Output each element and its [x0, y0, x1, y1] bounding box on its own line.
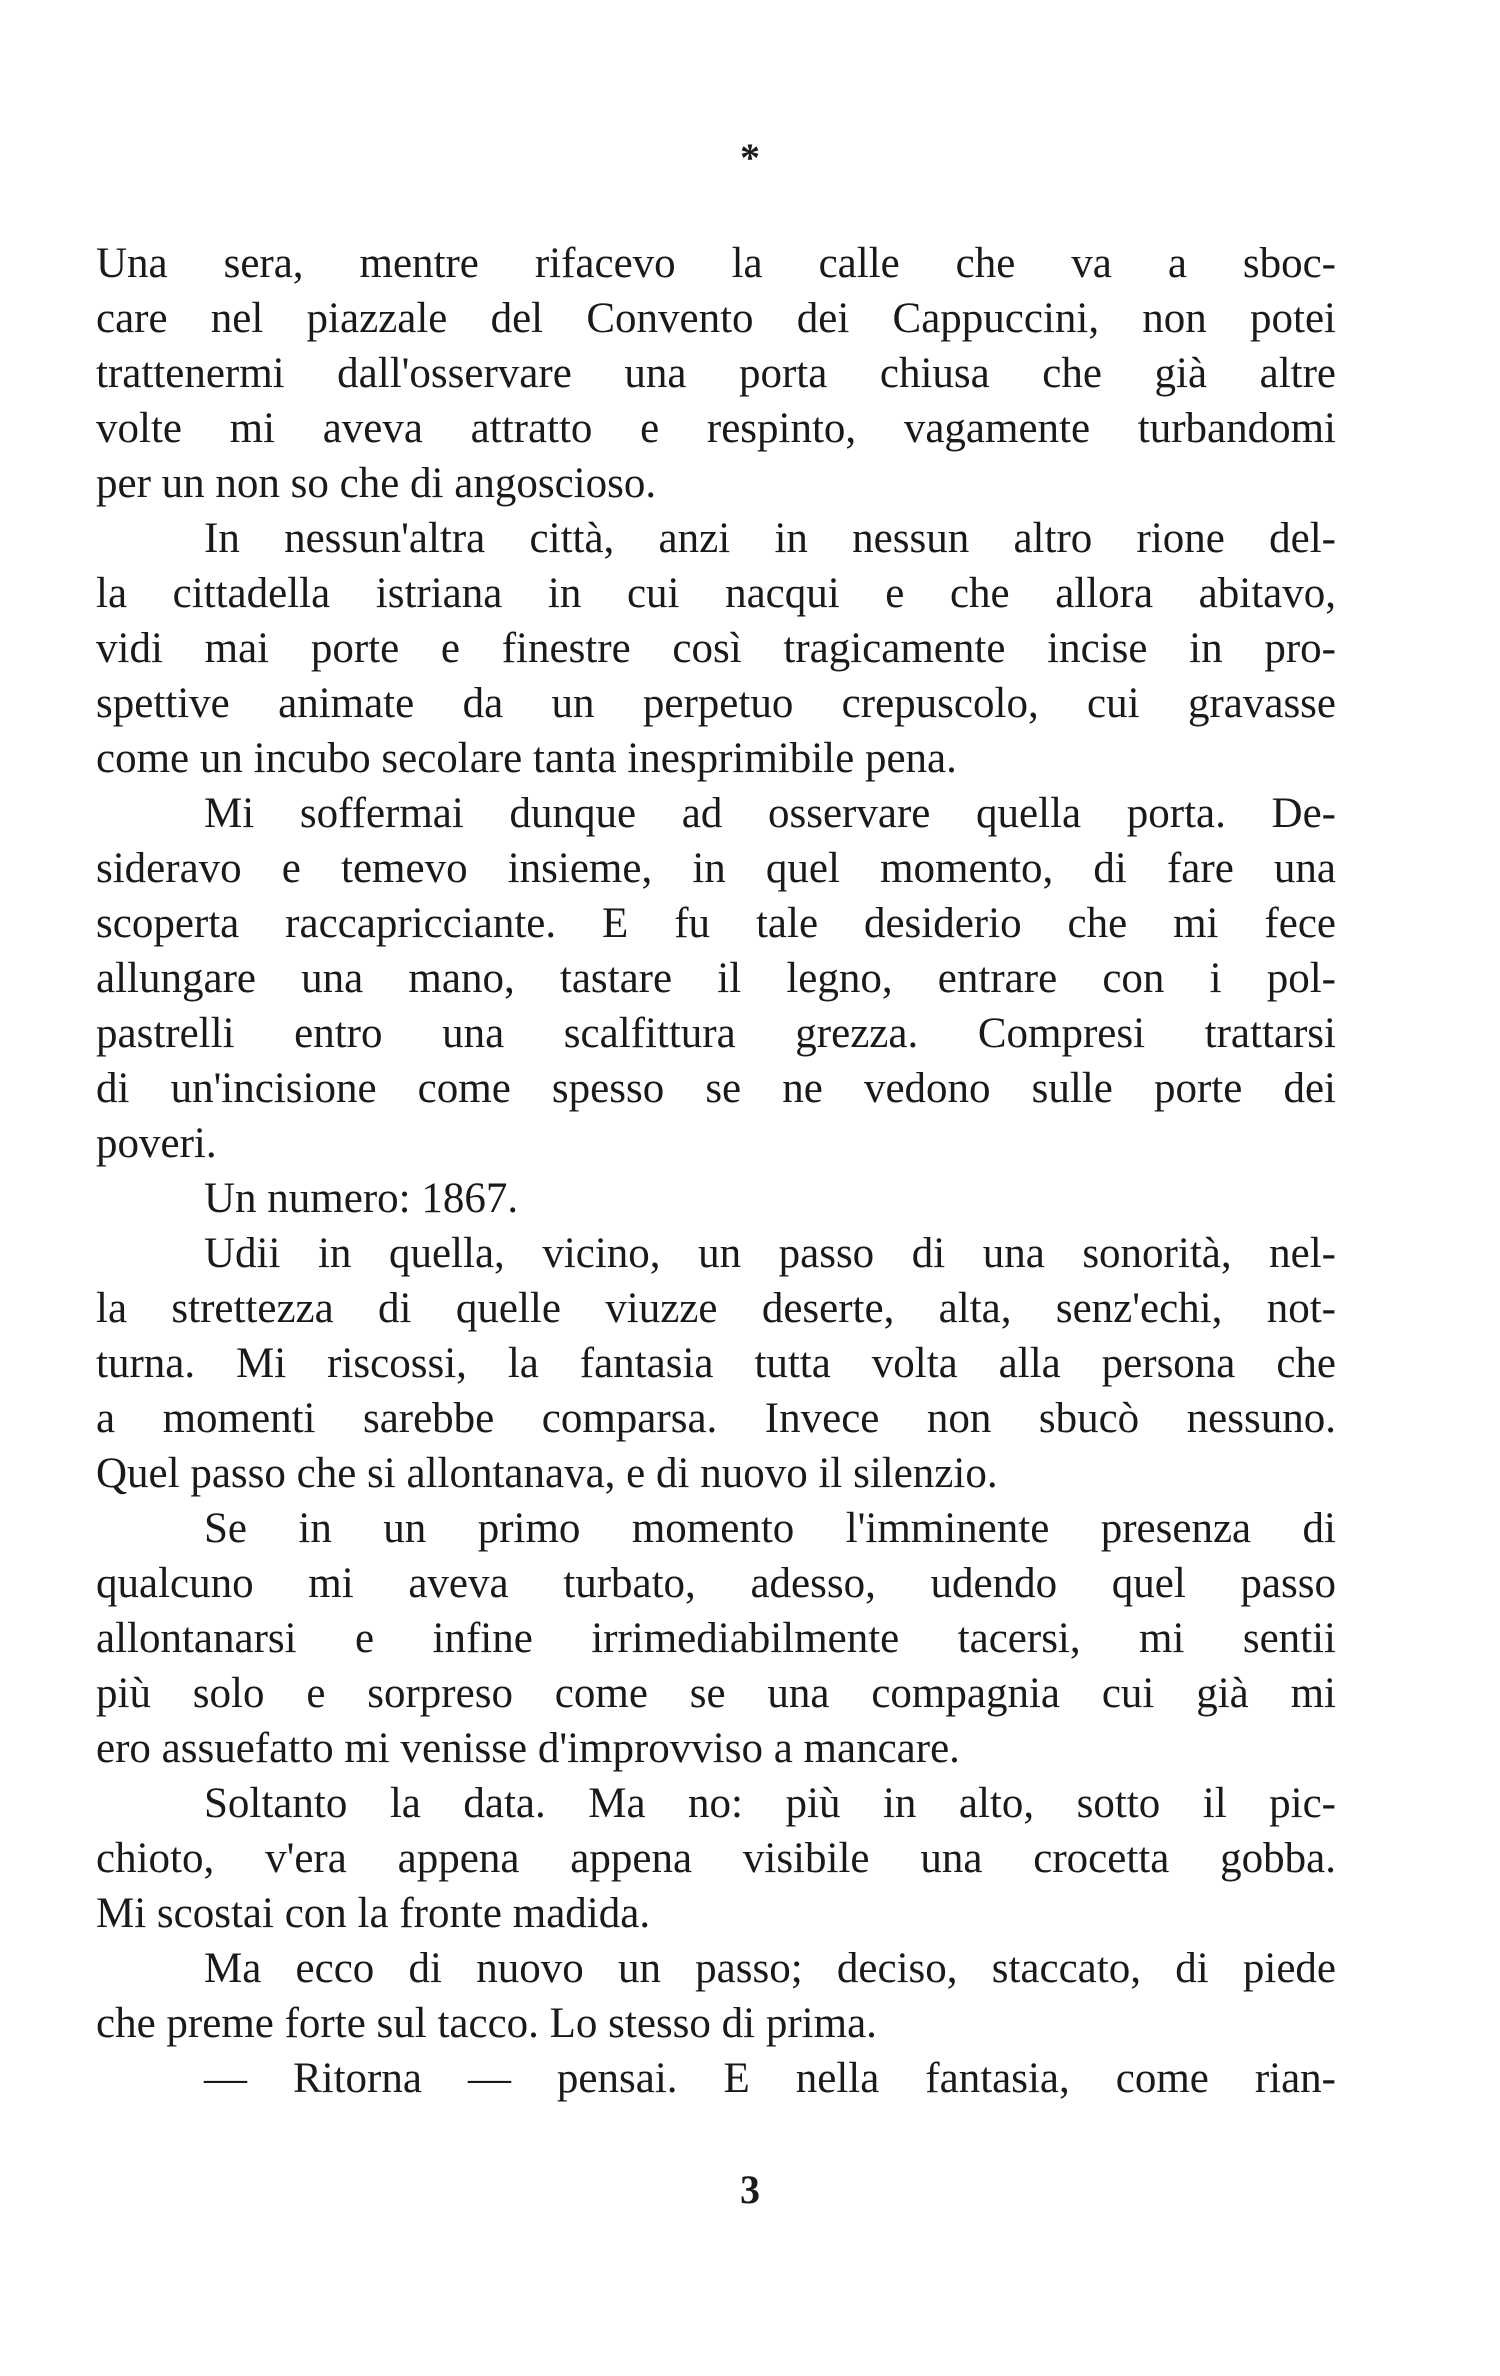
body-text — [96, 236, 1336, 2106]
text-line: In nessun'altra città, anzi in nessun altro rione del- — [204, 515, 1336, 562]
text-line: trattenermi dall'osservare una porta chiusa che già altre — [96, 350, 1336, 397]
text-line: ero assuefatto mi venisse d'improvviso a mancare. — [96, 1725, 960, 1772]
text-line: Una sera, mentre rifacevo la calle che va a sboc- — [96, 240, 1336, 287]
text-line: Quel passo che si allontanava, e di nuovo il silenzio. — [96, 1450, 998, 1497]
text-line: la cittadella istriana in cui nacqui e che allora abitavo, — [96, 570, 1336, 617]
text-line: sideravo e temevo insieme, in quel momento, di fare una — [96, 845, 1336, 892]
text-line: poveri. — [96, 1120, 217, 1167]
text-line: Ma ecco di nuovo un passo; deciso, staccato, di piede — [204, 1945, 1336, 1992]
text-line: pastrelli entro una scalfittura grezza. Compresi trattarsi — [96, 1010, 1336, 1057]
text-line: a momenti sarebbe comparsa. Invece non sbucò nessuno. — [96, 1395, 1336, 1442]
text-line: per un non so che di angoscioso. — [96, 460, 657, 507]
text-line: chioto, v'era appena appena visibile una crocetta gobba. — [96, 1835, 1336, 1882]
text-line: care nel piazzale del Convento dei Cappuccini, non potei — [96, 295, 1336, 342]
text-line: spettive animate da un perpetuo crepuscolo, cui gravasse — [96, 680, 1336, 727]
text-line: qualcuno mi aveva turbato, adesso, udendo quel passo — [96, 1560, 1336, 1607]
text-line: la strettezza di quelle viuzze deserte, alta, senz'echi, not- — [96, 1285, 1336, 1332]
text-line: come un incubo secolare tanta inesprimibile pena. — [96, 735, 957, 782]
text-line: Mi soffermai dunque ad osservare quella porta. De- — [204, 790, 1336, 837]
page-number: 3 — [740, 2167, 760, 2212]
text-line: allontanarsi e infine irrimediabilmente tacersi, mi sentii — [96, 1615, 1336, 1662]
section-ornament: * — [740, 135, 760, 180]
text-line: che preme forte sul tacco. Lo stesso di prima. — [96, 2000, 877, 2047]
text-line: Udii in quella, vicino, un passo di una sonorità, nel- — [204, 1230, 1336, 1277]
text-line: di un'incisione come spesso se ne vedono sulle porte dei — [96, 1065, 1336, 1112]
text-line: vidi mai porte e finestre così tragicamente incise in pro- — [96, 625, 1336, 672]
text-line: più solo e sorpreso come se una compagnia cui già mi — [96, 1670, 1336, 1717]
text-line: scoperta raccapricciante. E fu tale desiderio che mi fece — [96, 900, 1336, 947]
text-line: — Ritorna — pensai. E nella fantasia, come rian- — [204, 2055, 1336, 2102]
text-line: Un numero: 1867. — [204, 1175, 519, 1222]
text-line: Mi scostai con la fronte madida. — [96, 1890, 651, 1937]
text-line: allungare una mano, tastare il legno, entrare con i pol- — [96, 955, 1336, 1002]
text-line: volte mi aveva attratto e respinto, vagamente turbandomi — [96, 405, 1336, 452]
text-line: Se in un primo momento l'imminente presenza di — [204, 1505, 1336, 1552]
text-line: turna. Mi riscossi, la fantasia tutta volta alla persona che — [96, 1340, 1336, 1387]
text-line: Soltanto la data. Ma no: più in alto, sotto il pic- — [204, 1780, 1336, 1827]
